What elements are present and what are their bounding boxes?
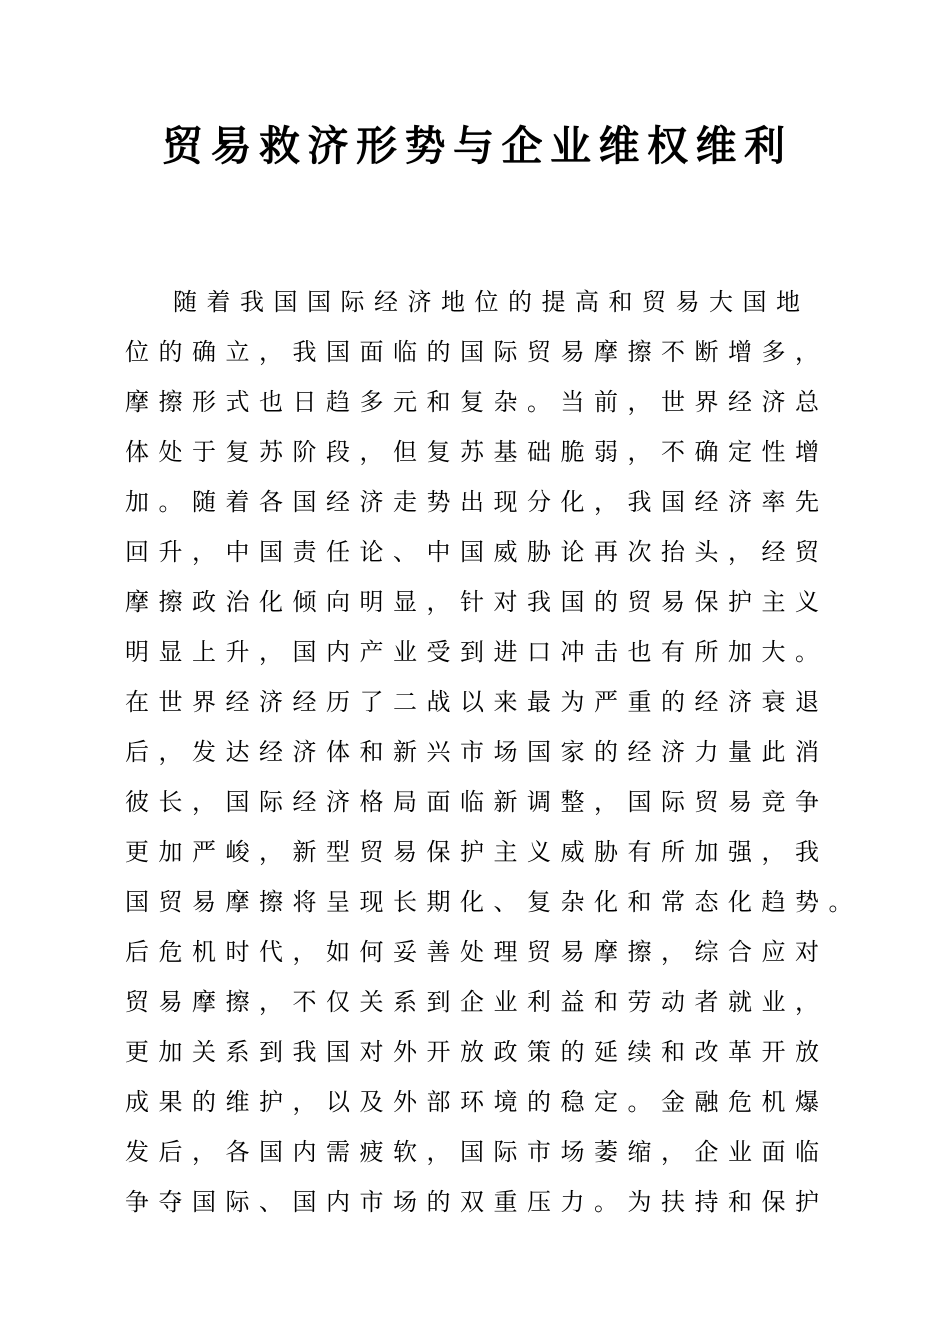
paragraph-line: 摩擦政治化倾向明显，针对我国的贸易保护主义 (125, 588, 829, 616)
paragraph-line: 彼长，国际经济格局面临新调整，国际贸易竞争 (125, 788, 829, 816)
paragraph-line: 在世界经济经历了二战以来最为严重的经济衰退 (125, 688, 829, 716)
paragraph-line: 贸易摩擦，不仅关系到企业利益和劳动者就业， (125, 988, 829, 1016)
paragraph-line: 更加关系到我国对外开放政策的延续和改革开放 (125, 1038, 829, 1066)
paragraph-line: 争夺国际、国内市场的双重压力。为扶持和保护 (125, 1188, 829, 1216)
paragraph-line: 明显上升，国内产业受到进口冲击也有所加大。 (125, 638, 829, 666)
paragraph-line: 后危机时代，如何妥善处理贸易摩擦，综合应对 (125, 938, 829, 966)
paragraph-line: 回升，中国责任论、中国威胁论再次抬头，经贸 (125, 538, 829, 566)
paragraph-line: 国贸易摩擦将呈现长期化、复杂化和常态化趋势。 (125, 888, 862, 916)
paragraph-line: 摩擦形式也日趋多元和复杂。当前，世界经济总 (125, 388, 829, 416)
paragraph-line: 更加严峻，新型贸易保护主义威胁有所加强，我 (125, 838, 829, 866)
document-body (125, 277, 885, 1227)
paragraph-line: 加。随着各国经济走势出现分化，我国经济率先 (125, 488, 829, 516)
document-title: 贸易救济形势与企业维权维利 (162, 122, 793, 170)
paragraph-line: 随着我国国际经济地位的提高和贸易大国地 (173, 288, 810, 316)
paragraph-line: 发后，各国内需疲软，国际市场萎缩，企业面临 (125, 1138, 829, 1166)
paragraph-line: 体处于复苏阶段，但复苏基础脆弱，不确定性增 (125, 438, 829, 466)
paragraph-line: 成果的维护，以及外部环境的稳定。金融危机爆 (125, 1088, 829, 1116)
paragraph-line: 位的确立，我国面临的国际贸易摩擦不断增多， (125, 338, 829, 366)
paragraph-line: 后，发达经济体和新兴市场国家的经济力量此消 (125, 738, 829, 766)
